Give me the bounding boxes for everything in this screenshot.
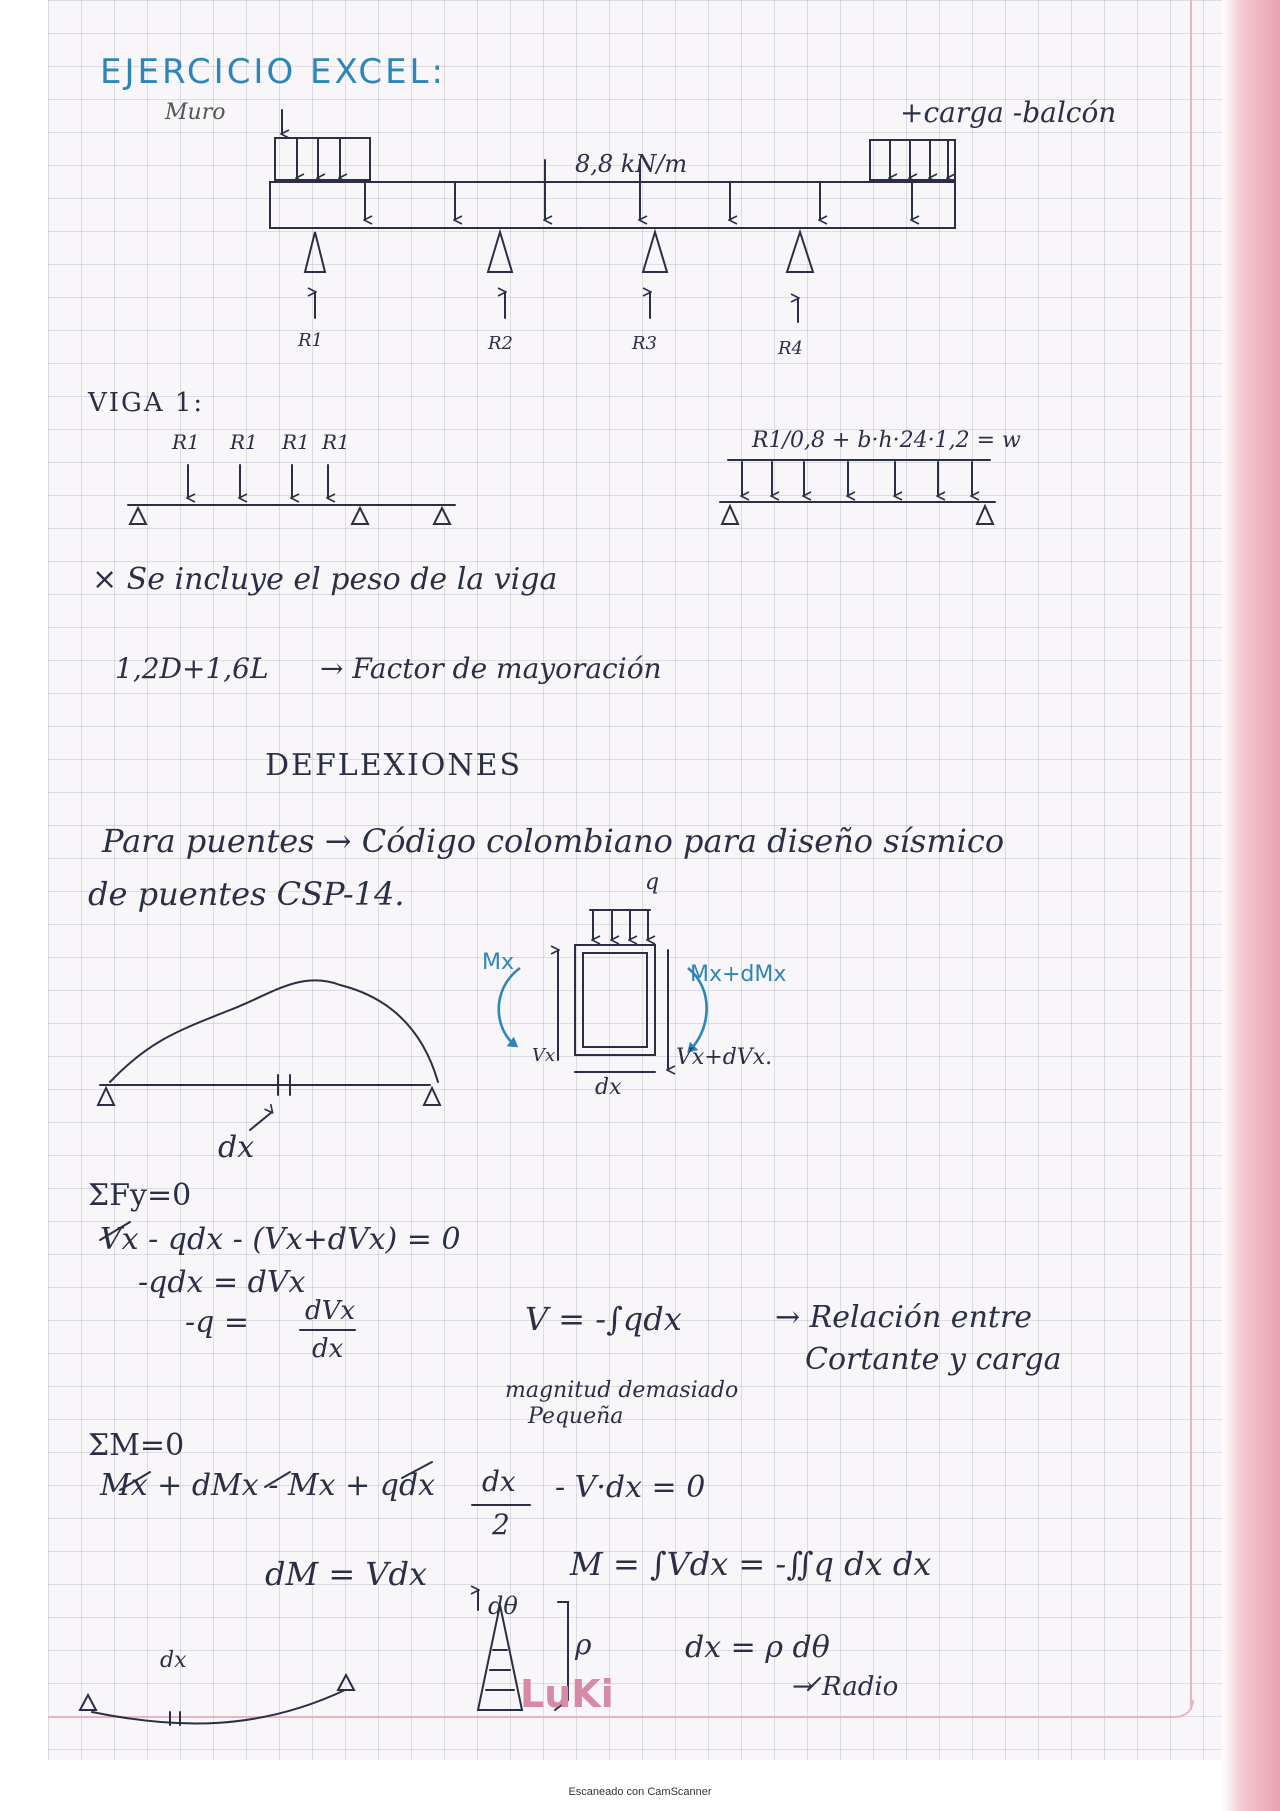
viga-diagram-left [128,465,455,524]
note-magnitud: magnitud demasiado [505,1378,739,1403]
dm-equation: dM = Vdx [265,1555,428,1593]
sum-fy-line-3-den: dx [312,1334,344,1364]
load-combination: 1,2D+1,6L [115,652,269,685]
sum-fy-line-1: Vx - qdx - (Vx+dVx) = 0 [100,1222,461,1257]
rho-label: ρ [575,1628,592,1661]
sum-m-equation: Mx + dMx - Mx + qdx [100,1468,436,1503]
scanner-footer: Escaneado con CamScanner [568,1786,712,1798]
viga-formula: R1/0,8 + b·h·24·1,2 = w [752,428,1021,453]
sum-m-frac-den: 2 [492,1508,510,1541]
reaction-r3: R3 [632,333,658,354]
viga-r-label-2: R1 [230,430,258,454]
viga-r-label-3: R1 [282,430,310,454]
viga-heading: VIGA 1: [88,388,205,418]
element-vx-dvx: Vx+dVx. [676,1045,773,1070]
small-dx-label: dx [160,1648,187,1673]
sum-fy-line-3-num: dVx [305,1296,356,1326]
viga-r-label-4: R1 [322,430,350,454]
sum-fy-line-3-lhs: -q = [185,1305,250,1340]
radio-label: → Radio [792,1672,899,1702]
deflexiones-line-1: Para puentes → Código colombiano para diseño sísmico [102,822,1005,860]
deflexiones-heading: DEFLEXIONES [265,748,523,783]
signature: LuKi [520,1672,614,1716]
sum-m-frac-num: dx [482,1465,516,1498]
moment-integral: M = ∫Vdx = -∬q dx dx [570,1545,932,1583]
relation-line-1: → Relación entre [775,1300,1033,1335]
viga-r-label-1: R1 [172,430,200,454]
element-vx: Vx [532,1045,556,1066]
balcon-label: +carga -balcón [900,96,1117,129]
element-mx-dmx: Mx+dMx [690,962,787,987]
sum-fy-line-2: -qdx = dVx [138,1265,306,1300]
load-label: 8,8 kN/m [575,150,688,178]
factor-label: → Factor de mayoración [320,652,662,685]
page-title: EJERCICIO EXCEL: [100,52,446,92]
differential-element [558,910,668,1072]
reaction-r2: R2 [488,333,514,354]
element-dx: dx [595,1075,622,1100]
relation-line-2: Cortante y carga [805,1342,1062,1377]
sketch-dx-label: dx [218,1130,255,1165]
reaction-r1: R1 [298,330,324,351]
sum-m-heading: ΣM=0 [88,1428,185,1463]
reaction-r4: R4 [778,338,804,359]
beam-diagram-1 [270,110,955,322]
deflection-sketch [98,980,440,1130]
weight-note: × Se incluye el peso de la viga [92,562,558,597]
element-q: q [645,870,660,895]
element-mx: Mx [482,950,515,975]
muro-label: Muro [165,100,226,125]
note-pequena: Pequeña [528,1404,624,1429]
moment-arrow-left [499,968,520,1045]
dtheta-label: dθ [488,1592,518,1620]
sum-m-tail: - V·dx = 0 [555,1470,706,1505]
deflexiones-line-2: de puentes CSP-14. [88,875,405,913]
shear-integral: V = -∫qdx [525,1300,682,1338]
dx-rho-equation: dx = ρ dθ [685,1630,830,1665]
sum-fy-heading: ΣFy=0 [88,1178,192,1213]
viga-diagram-right [720,460,995,524]
